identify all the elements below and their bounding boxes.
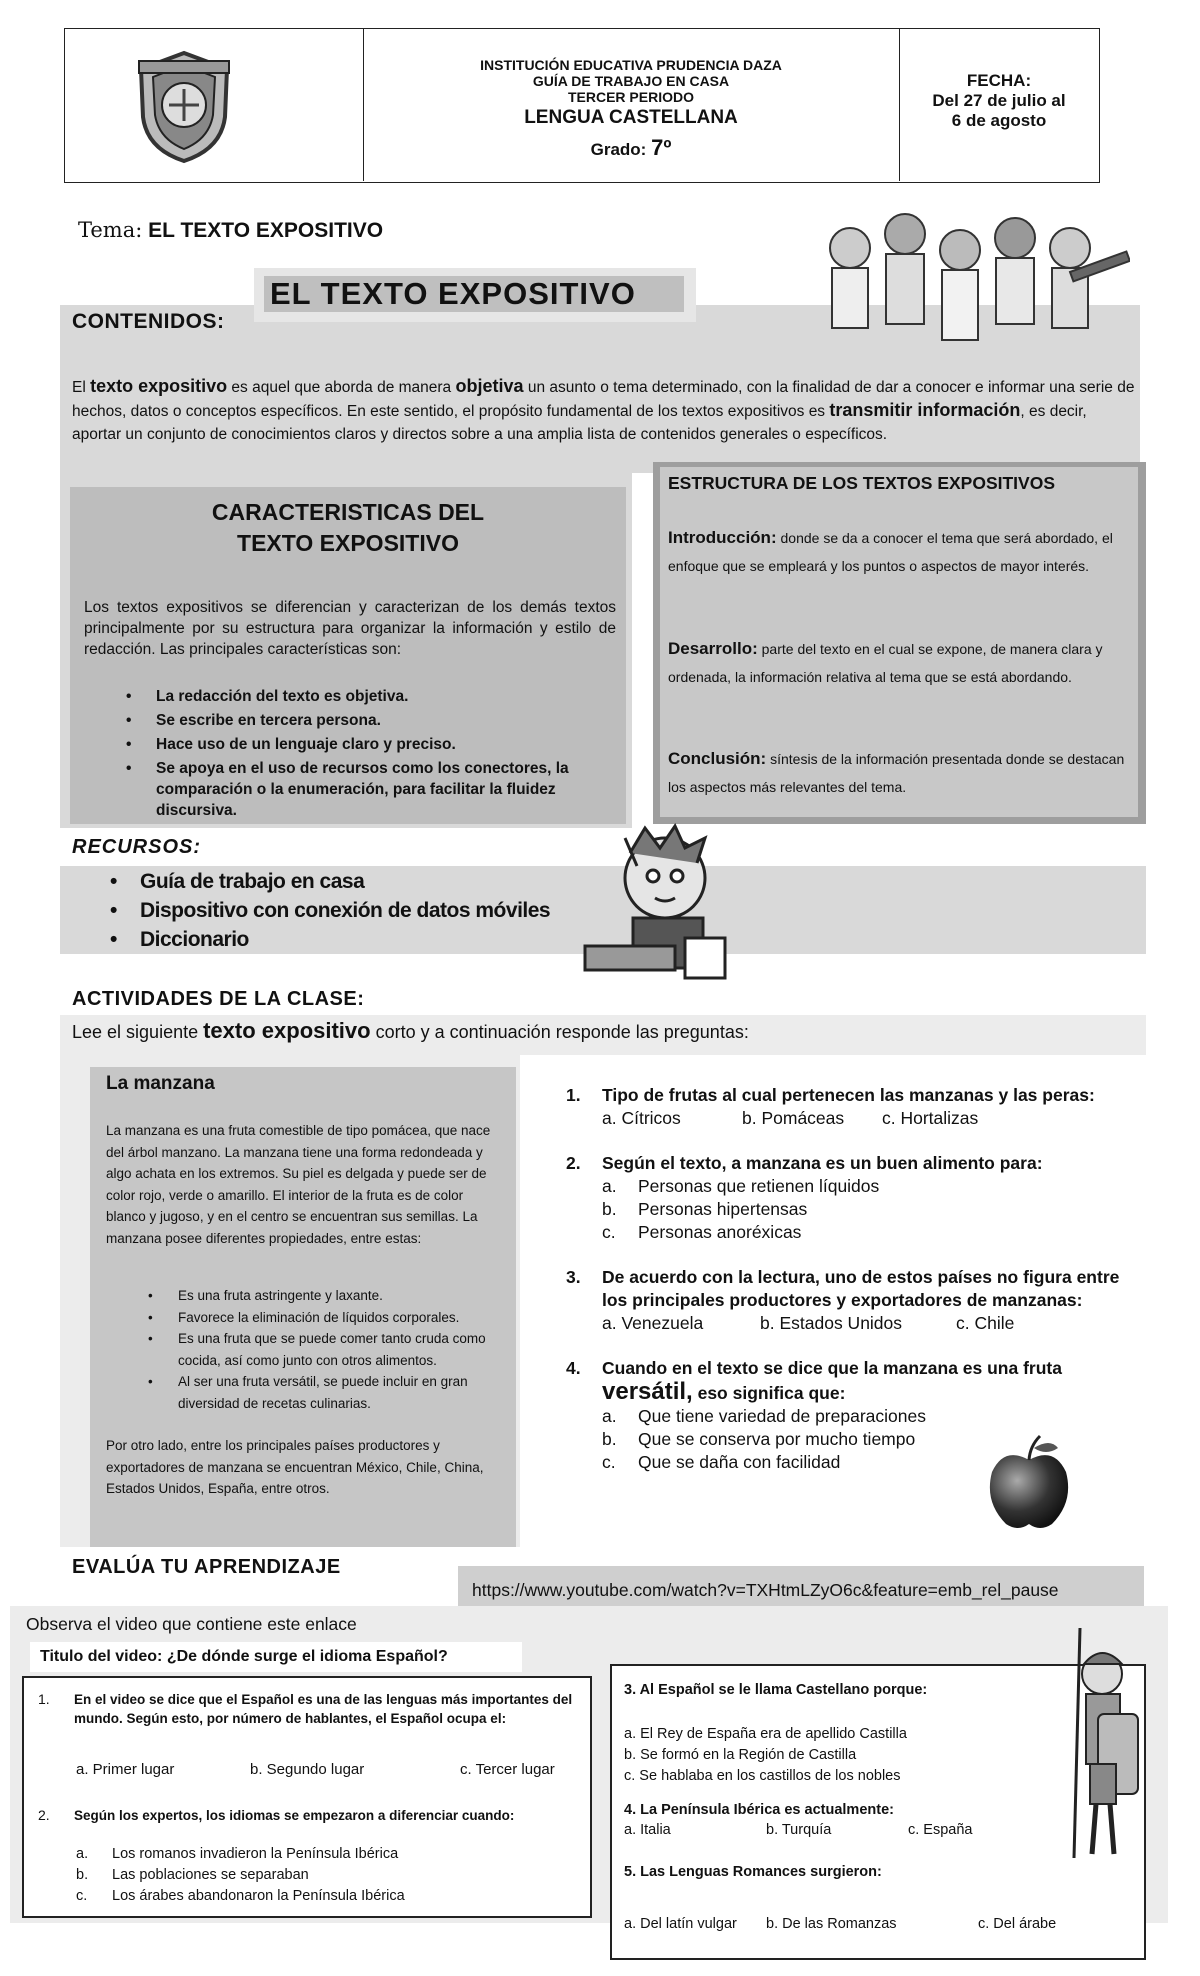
q4-num: 4. xyxy=(566,1358,581,1378)
grade-value: 7º xyxy=(651,135,672,160)
q2-option-b xyxy=(602,1198,1043,1221)
vq2-option-c xyxy=(76,1886,405,1907)
vq2-text-b: Las poblaciones se separaban xyxy=(112,1867,309,1883)
caracteristica-item: • Se apoya en el uso de recursos como los conectores, la comparación o la enumeración, para facilitar la fluidez discursiva. xyxy=(116,758,626,821)
question-2 xyxy=(566,1152,1126,1244)
vq5-text: 5. Las Lenguas Romances surgieron: xyxy=(624,1864,882,1880)
thinking-boy-illustration xyxy=(575,818,745,988)
vq5-options xyxy=(624,1914,1056,1935)
vq3-text: 3. Al Español se le llama Castellano porque: xyxy=(624,1682,928,1698)
video-link[interactable]: https://www.youtube.com/watch?v=TXHtmLZyO6c&feature=emb_rel_pause xyxy=(472,1580,1059,1600)
recurso-item: • Diccionario xyxy=(100,925,550,954)
vq5-option-b: b. De las Romanzas xyxy=(766,1916,897,1932)
q1-option-c: c. Hortalizas xyxy=(882,1108,979,1128)
vq4-text: 4. La Península Ibérica es actualmente: xyxy=(624,1802,894,1818)
institution-name: INSTITUCIÓN EDUCATIVA PRUDENCIA DAZA xyxy=(480,57,782,73)
intro-label: Introducción: xyxy=(668,528,777,547)
intro-text: donde se da a conocer el tema que será abordado, el enfoque que se empleará y los puntos o aspectos de mayor interés. xyxy=(668,530,1113,574)
question-3 xyxy=(566,1266,1126,1335)
tema xyxy=(78,218,383,243)
p1-text-c: es aquel que aborda de manera xyxy=(227,379,456,396)
q4-text-opt-b: Que se conserva por mucho tiempo xyxy=(638,1429,916,1449)
school-shield-logo xyxy=(129,47,239,167)
q2-text-c: Personas anoréxicas xyxy=(638,1222,802,1242)
q1-option-b: b. Pomáceas xyxy=(742,1108,845,1128)
manzana-p1: La manzana es una fruta comestible de tipo pomácea, que nace del árbol manzano. La manzana tiene una forma redondeada y algo achata en los extremos. Su piel es delgada y puede ser de color rojo, verde o amarillo. El interior de la fruta es de color blanco y jugoso, y en el centro se encuentran sus semillas. La manzana posee diferentes propiedades, entre estas: xyxy=(106,1123,491,1246)
vq5-option-c: c. Del árabe xyxy=(978,1916,1057,1932)
caracteristicas-intro: Los textos expositivos se diferencian y caracterizan de los demás textos principalmente por su estructura para organizar la información y estilo de redacción. Las principales características son: xyxy=(84,599,616,658)
tema-label: Tema: xyxy=(78,218,143,242)
vq2-num: 2. xyxy=(38,1807,50,1823)
caracteristica-item: • Hace uso de un lenguaje claro y preciso. xyxy=(116,734,626,755)
vq2-text: Según los expertos, los idiomas se empezaron a diferenciar cuando: xyxy=(74,1808,515,1823)
caracteristica-item: • Se escribe en tercera persona. xyxy=(116,710,626,731)
header-title-cell xyxy=(363,29,900,181)
video-questions-left xyxy=(22,1676,592,1918)
manzana-item: • Al ser una fruta versátil, se puede incluir en gran diversidad de recetas culinarias. xyxy=(138,1371,508,1414)
instr-c: corto y a continuación responde las preguntas: xyxy=(370,1022,749,1042)
caracteristicas-title-1: CARACTERISTICAS DEL xyxy=(211,499,485,525)
p1-text-e: un asunto o tema determinado, con la finalidad de dar a conocer e informar una serie de hechos, datos o conceptos específicos. En este sentido, el propósito fundamental de los textos expositivos es xyxy=(72,379,1135,420)
questions xyxy=(566,1084,1126,1474)
p1-text-g: , es decir, aportar un conjunto de conocimientos claros y directos sobre a una amplia lista de contenidos generales o específicos. xyxy=(72,403,1087,443)
q4-letter-b: b. xyxy=(602,1429,617,1449)
q1-options xyxy=(602,1107,1095,1130)
q4-letter-a: a. xyxy=(602,1406,617,1426)
vq2-option-b xyxy=(76,1865,405,1886)
banner-box xyxy=(254,268,696,322)
vq3-option-c: c. Se hablaba en los castillos de los nobles xyxy=(624,1768,901,1784)
q4-letter-c: c. xyxy=(602,1452,616,1472)
p1-bold-objetiva: objetiva xyxy=(455,376,524,396)
vq1-option-b: b. Segundo lugar xyxy=(250,1761,365,1778)
caracteristica-item: • La redacción del texto es objetiva. xyxy=(116,686,626,707)
kids-scientists-illustration xyxy=(810,208,1130,358)
q2-option-a xyxy=(602,1175,1043,1198)
header-logo-cell xyxy=(65,29,364,181)
manzana-title: La manzana xyxy=(106,1073,215,1094)
header-date-cell xyxy=(899,29,1099,181)
date-value-1: Del 27 de julio al xyxy=(932,91,1066,110)
p1-bold-transmitir: transmitir información xyxy=(829,400,1021,420)
recursos-label: RECURSOS: xyxy=(72,836,202,858)
vq4-options xyxy=(624,1820,973,1841)
date-value-2: 6 de agosto xyxy=(951,111,1047,130)
p1-bold-texto-expositivo: texto expositivo xyxy=(90,376,228,396)
q3-text: De acuerdo con la lectura, uno de estos países no figura entre los principales productores y exportadores de manzanas: xyxy=(602,1267,1120,1310)
q3-option-a: a. Venezuela xyxy=(602,1313,704,1333)
recurso-item: • Guía de trabajo en casa xyxy=(100,867,550,896)
caracteristicas-list xyxy=(116,686,626,821)
manzana-list xyxy=(138,1285,508,1414)
manzana-item: • Favorece la eliminación de líquidos corporales. xyxy=(138,1307,508,1329)
vq2-options xyxy=(76,1844,405,1907)
desarrollo-text: parte del texto en el cual se expone, de manera clara y ordenada, la información relativa al tema que se está abordando. xyxy=(668,641,1103,685)
vq1 xyxy=(38,1690,578,1728)
vq2-letter-c: c. xyxy=(76,1888,88,1904)
video-title: Titulo del video: ¿De dónde surge el idioma Español? xyxy=(40,1648,448,1665)
estructura-title: ESTRUCTURA DE LOS TEXTOS EXPOSITIVOS xyxy=(668,473,1055,493)
q2-letter-c: c. xyxy=(602,1222,616,1242)
apple-illustration xyxy=(984,1432,1074,1532)
banner-title: EL TEXTO EXPOSITIVO xyxy=(264,276,684,312)
q3-options xyxy=(602,1312,1126,1335)
evalua-label: EVALÚA TU APRENDIZAJE xyxy=(72,1556,341,1578)
q1-text: Tipo de frutas al cual pertenecen las manzanas y las peras: xyxy=(602,1085,1095,1105)
vq2-option-a xyxy=(76,1844,405,1865)
vq4-option-c: c. España xyxy=(908,1822,973,1838)
manzana-p2: Por otro lado, entre los principales países productores y exportadores de manzana se encuentran México, Chile, China, Estados Unidos, España, entre otros. xyxy=(106,1438,484,1496)
vq1-option-a: a. Primer lugar xyxy=(76,1761,175,1778)
vq5-option-a: a. Del latín vulgar xyxy=(624,1916,737,1932)
manzana-item: • Es una fruta astringente y laxante. xyxy=(138,1285,508,1307)
q3-option-b: b. Estados Unidos xyxy=(760,1313,903,1333)
actividades-label: ACTIVIDADES DE LA CLASE: xyxy=(72,988,365,1010)
q4-text xyxy=(602,1357,1062,1405)
p1-text-a: El xyxy=(72,379,91,396)
vq1-options xyxy=(76,1760,586,1779)
q4-text-opt-a: Que tiene variedad de preparaciones xyxy=(638,1406,926,1426)
vq2 xyxy=(38,1806,578,1825)
q2-option-c xyxy=(602,1221,1043,1244)
date-label: FECHA: xyxy=(966,71,1032,90)
conclusion-text: síntesis de la información presentada donde se destacan los aspectos más relevantes del tema. xyxy=(668,751,1125,795)
vq2-text-a: Los romanos invadieron la Península Ibérica xyxy=(112,1846,399,1862)
subject-name: LENGUA CASTELLANA xyxy=(524,107,738,128)
q2-num: 2. xyxy=(566,1153,581,1173)
question-1 xyxy=(566,1084,1126,1130)
conclusion-label: Conclusión: xyxy=(668,749,767,768)
q4-text-c: eso significa que: xyxy=(692,1383,846,1403)
q4-text-a: Cuando en el texto se dice que la manzana es una fruta xyxy=(602,1358,1062,1378)
instr-bold: texto expositivo xyxy=(203,1018,371,1043)
contenidos-label: CONTENIDOS: xyxy=(72,310,225,333)
vq1-text: En el video se dice que el Español es una de las lenguas más importantes del mundo. Según esto, por número de hablantes, el Español ocupa el: xyxy=(74,1692,573,1726)
caracteristicas-title-2: TEXTO EXPOSITIVO xyxy=(237,530,459,556)
vq3-option-a: a. El Rey de España era de apellido Castilla xyxy=(624,1726,907,1742)
grade xyxy=(363,135,899,161)
observa-text: Observa el video que contiene este enlace xyxy=(26,1614,357,1634)
manzana-item: • Es una fruta que se puede comer tanto cruda como cocida, así como junto con otros alimentos. xyxy=(138,1328,508,1371)
q2-text-a: Personas que retienen líquidos xyxy=(638,1176,880,1196)
vq4-option-b: b. Turquía xyxy=(766,1822,832,1838)
q4-text-opt-c: Que se daña con facilidad xyxy=(638,1452,841,1472)
recurso-item: • Dispositivo con conexión de datos móviles xyxy=(100,896,550,925)
header-table xyxy=(64,28,1100,183)
q2-letter-a: a. xyxy=(602,1176,617,1196)
q1-option-a: a. Cítricos xyxy=(602,1108,681,1128)
period-name: TERCER PERIODO xyxy=(567,89,694,105)
vq4-option-a: a. Italia xyxy=(624,1822,671,1838)
desarrollo-label: Desarrollo: xyxy=(668,639,758,658)
vq2-letter-b: b. xyxy=(76,1867,89,1883)
vq1-option-c: c. Tercer lugar xyxy=(460,1761,555,1778)
recursos-list xyxy=(100,867,550,954)
tema-value: EL TEXTO EXPOSITIVO xyxy=(148,219,384,242)
vq3-options xyxy=(624,1724,907,1787)
vq1-num: 1. xyxy=(38,1691,50,1707)
q4-bold-versatil: versátil, xyxy=(602,1378,693,1405)
q4-option-a xyxy=(602,1405,1062,1428)
q2-text: Según el texto, a manzana es un buen alimento para: xyxy=(602,1153,1043,1173)
caracteristicas-title xyxy=(70,497,626,559)
grade-label: Grado: xyxy=(590,140,647,159)
actividades-instruction xyxy=(72,1018,749,1044)
vq2-letter-a: a. xyxy=(76,1846,89,1862)
roman-soldier-illustration xyxy=(1040,1628,1140,1868)
q2-letter-b: b. xyxy=(602,1199,617,1219)
guide-name: GUÍA DE TRABAJO EN CASA xyxy=(532,73,730,89)
estructura-desarrollo xyxy=(668,635,1134,691)
vq3-option-b: b. Se formó en la Región de Castilla xyxy=(624,1747,857,1763)
q2-text-b: Personas hipertensas xyxy=(638,1199,808,1219)
q1-num: 1. xyxy=(566,1085,581,1105)
estructura-conclusion xyxy=(668,745,1134,801)
contenidos-paragraph xyxy=(72,375,1136,446)
q3-num: 3. xyxy=(566,1267,581,1287)
q3-option-c: c. Chile xyxy=(956,1313,1015,1333)
instr-a: Lee el siguiente xyxy=(72,1022,204,1042)
vq2-text-c: Los árabes abandonaron la Península Ibérica xyxy=(112,1888,405,1904)
estructura-intro xyxy=(668,524,1134,580)
